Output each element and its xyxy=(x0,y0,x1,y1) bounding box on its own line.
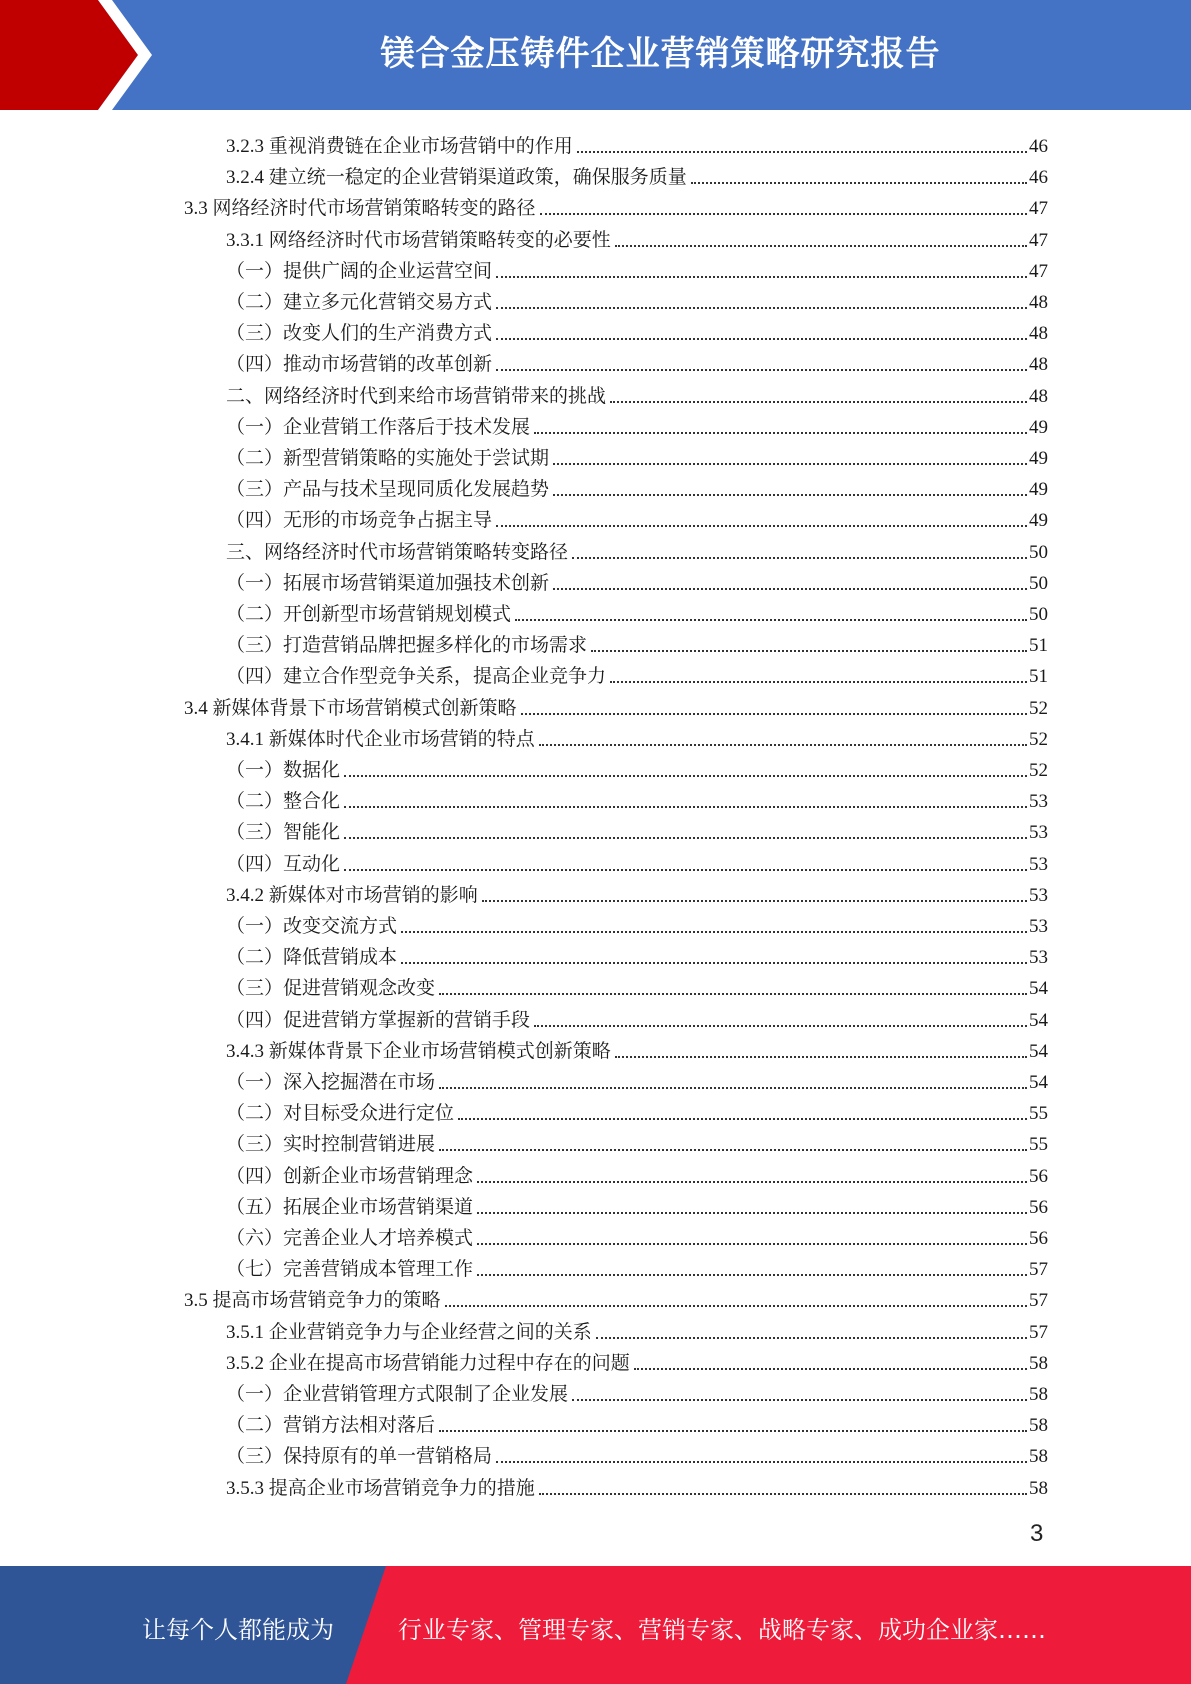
toc-entry-label: （一）企业营销管理方式限制了企业发展 xyxy=(226,1384,569,1405)
toc-entry[interactable] xyxy=(226,158,1048,189)
toc-dot-leader xyxy=(439,992,1027,995)
toc-entry-page: 52 xyxy=(1029,697,1048,719)
toc-entry-page: 46 xyxy=(1029,167,1048,189)
toc-entry-label: （一）数据化 xyxy=(226,760,341,781)
toc-entry[interactable] xyxy=(226,127,1048,158)
toc-entry-page: 48 xyxy=(1029,292,1048,313)
toc-dot-leader xyxy=(477,1211,1027,1214)
toc-entry-page: 51 xyxy=(1029,635,1048,657)
toc-dot-leader xyxy=(445,1304,1027,1307)
toc-entry[interactable] xyxy=(226,1437,1048,1468)
toc-dot-leader xyxy=(482,899,1027,902)
toc-entry[interactable] xyxy=(226,1188,1048,1219)
toc-entry[interactable] xyxy=(226,470,1048,501)
toc-entry-page: 53 xyxy=(1029,791,1048,813)
toc-entry-label: 3.4 新媒体背景下市场营销模式创新策略 xyxy=(184,697,517,719)
toc-dot-leader xyxy=(691,181,1027,184)
toc-entry-page: 51 xyxy=(1029,666,1048,688)
toc-entry[interactable] xyxy=(226,439,1048,470)
toc-entry-label: （四）创新企业市场营销理念 xyxy=(226,1165,474,1187)
toc-dot-leader xyxy=(344,868,1027,871)
toc-entry-label: （一）拓展市场营销渠道加强技术创新 xyxy=(226,572,550,594)
toc-entry[interactable] xyxy=(226,564,1048,595)
toc-entry-page: 47 xyxy=(1029,260,1048,282)
toc-dot-leader xyxy=(496,524,1027,527)
toc-entry-label: （四）促进营销方掌握新的营销手段 xyxy=(226,1009,531,1031)
toc-dot-leader xyxy=(534,1024,1027,1027)
toc-entry-page: 50 xyxy=(1029,604,1048,625)
toc-entry-page: 46 xyxy=(1029,136,1048,157)
toc-entry-page: 49 xyxy=(1029,448,1048,469)
toc-entry-label: （二）新型营销策略的实施处于尝试期 xyxy=(226,448,550,469)
toc-entry-label: （四）无形的市场竞争占据主导 xyxy=(226,510,493,532)
toc-entry-label: （三）保持原有的单一营销格局 xyxy=(226,1446,493,1468)
toc-entry-label: 3.2.4 建立统一稳定的企业营销渠道政策，确保服务质量 xyxy=(226,167,687,189)
toc-entry[interactable] xyxy=(226,377,1048,408)
toc-dot-leader xyxy=(534,431,1027,434)
toc-entry-page: 56 xyxy=(1029,1196,1048,1218)
toc-entry[interactable] xyxy=(226,845,1048,876)
page-header xyxy=(0,0,1191,110)
toc-entry-page: 58 xyxy=(1029,1477,1048,1499)
toc-entry[interactable] xyxy=(226,751,1048,782)
toc-entry[interactable] xyxy=(226,345,1048,376)
toc-entry[interactable] xyxy=(226,252,1048,283)
toc-entry[interactable] xyxy=(226,1125,1048,1156)
toc-entry-label: 3.5.3 提高企业市场营销竞争力的措施 xyxy=(226,1477,535,1499)
toc-entry[interactable] xyxy=(226,1032,1048,1063)
toc-entry-label: （二）降低营销成本 xyxy=(226,947,398,969)
toc-entry-label: （六）完善企业人才培养模式 xyxy=(226,1228,474,1249)
toc-entry[interactable] xyxy=(226,813,1048,844)
toc-entry-label: （一）深入挖掘潜在市场 xyxy=(226,1072,436,1093)
toc-entry-page: 53 xyxy=(1029,822,1048,844)
toc-dot-leader xyxy=(610,400,1027,403)
toc-entry[interactable] xyxy=(226,1250,1048,1281)
toc-entry-label: （四）推动市场营销的改革创新 xyxy=(226,354,493,376)
toc-entry-page: 55 xyxy=(1029,1103,1048,1125)
toc-dot-leader xyxy=(596,1336,1027,1339)
toc-dot-leader xyxy=(477,1273,1027,1276)
toc-entry[interactable] xyxy=(226,969,1048,1000)
toc-entry-label: 二、网络经济时代到来给市场营销带来的挑战 xyxy=(226,385,607,407)
toc-dot-leader xyxy=(572,1398,1027,1401)
toc-entry-label: （三）产品与技术呈现同质化发展趋势 xyxy=(226,479,550,501)
toc-dot-leader xyxy=(615,1055,1027,1058)
toc-dot-leader xyxy=(344,836,1027,839)
toc-dot-leader xyxy=(553,587,1027,590)
toc-entry[interactable] xyxy=(226,782,1048,813)
toc-entry-label: （四）互动化 xyxy=(226,853,341,875)
toc-entry-label: 3.4.1 新媒体时代企业市场营销的特点 xyxy=(226,728,535,750)
toc-dot-leader xyxy=(572,556,1027,559)
toc-dot-leader xyxy=(539,1492,1027,1495)
toc-entry-page: 58 xyxy=(1029,1352,1048,1374)
toc-dot-leader xyxy=(439,1429,1027,1432)
toc-dot-leader xyxy=(540,212,1027,215)
toc-entry[interactable] xyxy=(226,595,1048,626)
toc-entry-label: （一）提供广阔的企业运营空间 xyxy=(226,260,493,282)
toc-dot-leader xyxy=(591,649,1027,652)
toc-dot-leader xyxy=(553,493,1027,496)
toc-entry-label: （一）改变交流方式 xyxy=(226,916,398,937)
toc-entry-label: 3.5.2 企业在提高市场营销能力过程中存在的问题 xyxy=(226,1352,630,1374)
toc-entry[interactable] xyxy=(226,626,1048,657)
toc-entry[interactable] xyxy=(184,1281,1048,1312)
footer-slogan-right: 行业专家、管理专家、营销专家、战略专家、成功企业家…… xyxy=(398,1616,1046,1644)
toc-entry-page: 52 xyxy=(1029,760,1048,781)
toc-entry-page: 57 xyxy=(1029,1290,1048,1312)
toc-entry-page: 56 xyxy=(1029,1165,1048,1187)
toc-entry-page: 57 xyxy=(1029,1259,1048,1281)
toc-entry-label: （七）完善营销成本管理工作 xyxy=(226,1259,474,1281)
toc-dot-leader xyxy=(439,1086,1027,1089)
toc-entry-label: 3.3.1 网络经济时代市场营销策略转变的必要性 xyxy=(226,229,611,251)
toc-entry-page: 53 xyxy=(1029,853,1048,875)
toc-entry[interactable] xyxy=(226,720,1048,751)
toc-entry[interactable] xyxy=(184,689,1048,720)
toc-entry-label: （二）整合化 xyxy=(226,791,341,813)
toc-entry[interactable] xyxy=(226,1219,1048,1250)
toc-entry-label: 3.4.3 新媒体背景下企业市场营销模式创新策略 xyxy=(226,1040,611,1062)
toc-dot-leader xyxy=(401,930,1027,933)
toc-entry-page: 58 xyxy=(1029,1446,1048,1468)
toc-entry[interactable] xyxy=(226,1375,1048,1406)
toc-entry-label: （三）打造营销品牌把握多样化的市场需求 xyxy=(226,635,588,657)
toc-entry-page: 54 xyxy=(1029,978,1048,1000)
toc-entry-page: 48 xyxy=(1029,323,1048,345)
toc-dot-leader xyxy=(401,961,1027,964)
toc-entry[interactable] xyxy=(226,1001,1048,1032)
toc-dot-leader xyxy=(344,774,1027,777)
toc-entry-page: 49 xyxy=(1029,479,1048,501)
toc-entry-label: 三、网络经济时代市场营销策略转变路径 xyxy=(226,541,569,563)
toc-dot-leader xyxy=(344,805,1027,808)
toc-entry-page: 50 xyxy=(1029,572,1048,594)
toc-entry-label: 3.3 网络经济时代市场营销策略转变的路径 xyxy=(184,198,536,220)
toc-dot-leader xyxy=(439,1148,1027,1151)
toc-entry[interactable] xyxy=(226,501,1048,532)
toc-entry-label: （四）建立合作型竞争关系，提高企业竞争力 xyxy=(226,666,607,688)
toc-dot-leader xyxy=(515,618,1027,621)
toc-entry-page: 49 xyxy=(1029,510,1048,532)
toc-dot-leader xyxy=(496,1460,1027,1463)
toc-entry-label: 3.2.3 重视消费链在企业市场营销中的作用 xyxy=(226,136,573,157)
toc-entry[interactable] xyxy=(226,1063,1048,1094)
toc-entry-page: 55 xyxy=(1029,1134,1048,1156)
toc-entry-label: （三）实时控制营销进展 xyxy=(226,1134,436,1156)
toc-dot-leader xyxy=(634,1367,1027,1370)
toc-entry-page: 56 xyxy=(1029,1228,1048,1249)
toc-dot-leader xyxy=(458,1117,1027,1120)
toc-entry-page: 47 xyxy=(1029,198,1048,220)
toc-entry[interactable] xyxy=(226,533,1048,564)
toc-entry-label: 3.4.2 新媒体对市场营销的影响 xyxy=(226,884,478,906)
toc-entry-page: 57 xyxy=(1029,1321,1048,1343)
toc-dot-leader xyxy=(496,368,1027,371)
toc-entry[interactable] xyxy=(226,283,1048,314)
toc-entry-label: 3.5.1 企业营销竞争力与企业经营之间的关系 xyxy=(226,1321,592,1343)
toc-entry-label: （五）拓展企业市场营销渠道 xyxy=(226,1196,474,1218)
toc-entry[interactable] xyxy=(184,189,1048,220)
toc-entry[interactable] xyxy=(226,314,1048,345)
toc-entry-page: 52 xyxy=(1029,728,1048,750)
toc-dot-leader xyxy=(610,680,1027,683)
toc-entry-page: 54 xyxy=(1029,1072,1048,1093)
toc-entry-label: （三）智能化 xyxy=(226,822,341,844)
toc-dot-leader xyxy=(496,275,1027,278)
toc-entry[interactable] xyxy=(226,221,1048,252)
toc-entry-page: 47 xyxy=(1029,229,1048,251)
toc-entry-label: （二）对目标受众进行定位 xyxy=(226,1103,455,1125)
toc-entry[interactable] xyxy=(226,1094,1048,1125)
toc-entry-page: 53 xyxy=(1029,916,1048,937)
toc-entry[interactable] xyxy=(226,408,1048,439)
toc-entry-page: 50 xyxy=(1029,541,1048,563)
toc-entry-page: 48 xyxy=(1029,385,1048,407)
toc-dot-leader xyxy=(521,712,1027,715)
toc-dot-leader xyxy=(496,337,1027,340)
toc-entry-page: 58 xyxy=(1029,1415,1048,1437)
toc-entry-page: 58 xyxy=(1029,1384,1048,1405)
toc-entry[interactable] xyxy=(226,1469,1048,1500)
toc-entry-page: 49 xyxy=(1029,416,1048,438)
toc-entry[interactable] xyxy=(226,1157,1048,1188)
toc-dot-leader xyxy=(553,462,1027,465)
toc-entry-label: （二）开创新型市场营销规划模式 xyxy=(226,604,512,625)
toc-dot-leader xyxy=(539,743,1027,746)
toc-entry-label: （一）企业营销工作落后于技术发展 xyxy=(226,416,531,438)
toc-entry-page: 53 xyxy=(1029,947,1048,969)
report-title: 镁合金压铸件企业营销策略研究报告 xyxy=(380,34,941,74)
toc-dot-leader xyxy=(577,150,1027,153)
toc-entry[interactable] xyxy=(226,1344,1048,1375)
toc-dot-leader xyxy=(477,1180,1027,1183)
toc-entry[interactable] xyxy=(226,907,1048,938)
toc-entry-label: （二）营销方法相对落后 xyxy=(226,1415,436,1437)
page-number: 3 xyxy=(1030,1520,1044,1547)
toc-entry-label: （二）建立多元化营销交易方式 xyxy=(226,292,493,313)
toc-entry-label: （三）改变人们的生产消费方式 xyxy=(226,323,493,345)
toc-entry-label: 3.5 提高市场营销竞争力的策略 xyxy=(184,1290,441,1312)
toc-dot-leader xyxy=(477,1242,1027,1245)
page-footer xyxy=(0,1566,1191,1684)
toc-dot-leader xyxy=(496,306,1027,309)
footer-slogan-left: 让每个人都能成为 xyxy=(142,1616,334,1644)
toc-entry[interactable] xyxy=(226,938,1048,969)
toc-entry[interactable] xyxy=(226,1406,1048,1437)
toc-entry-page: 53 xyxy=(1029,884,1048,906)
toc-entry[interactable] xyxy=(226,1313,1048,1344)
toc-entry-label: （三）促进营销观念改变 xyxy=(226,978,436,1000)
toc-dot-leader xyxy=(615,244,1027,247)
toc-entry-page: 54 xyxy=(1029,1040,1048,1062)
toc-entry[interactable] xyxy=(226,876,1048,907)
toc-entry[interactable] xyxy=(226,657,1048,688)
toc-entry-page: 54 xyxy=(1029,1009,1048,1031)
toc-entry-page: 48 xyxy=(1029,354,1048,376)
